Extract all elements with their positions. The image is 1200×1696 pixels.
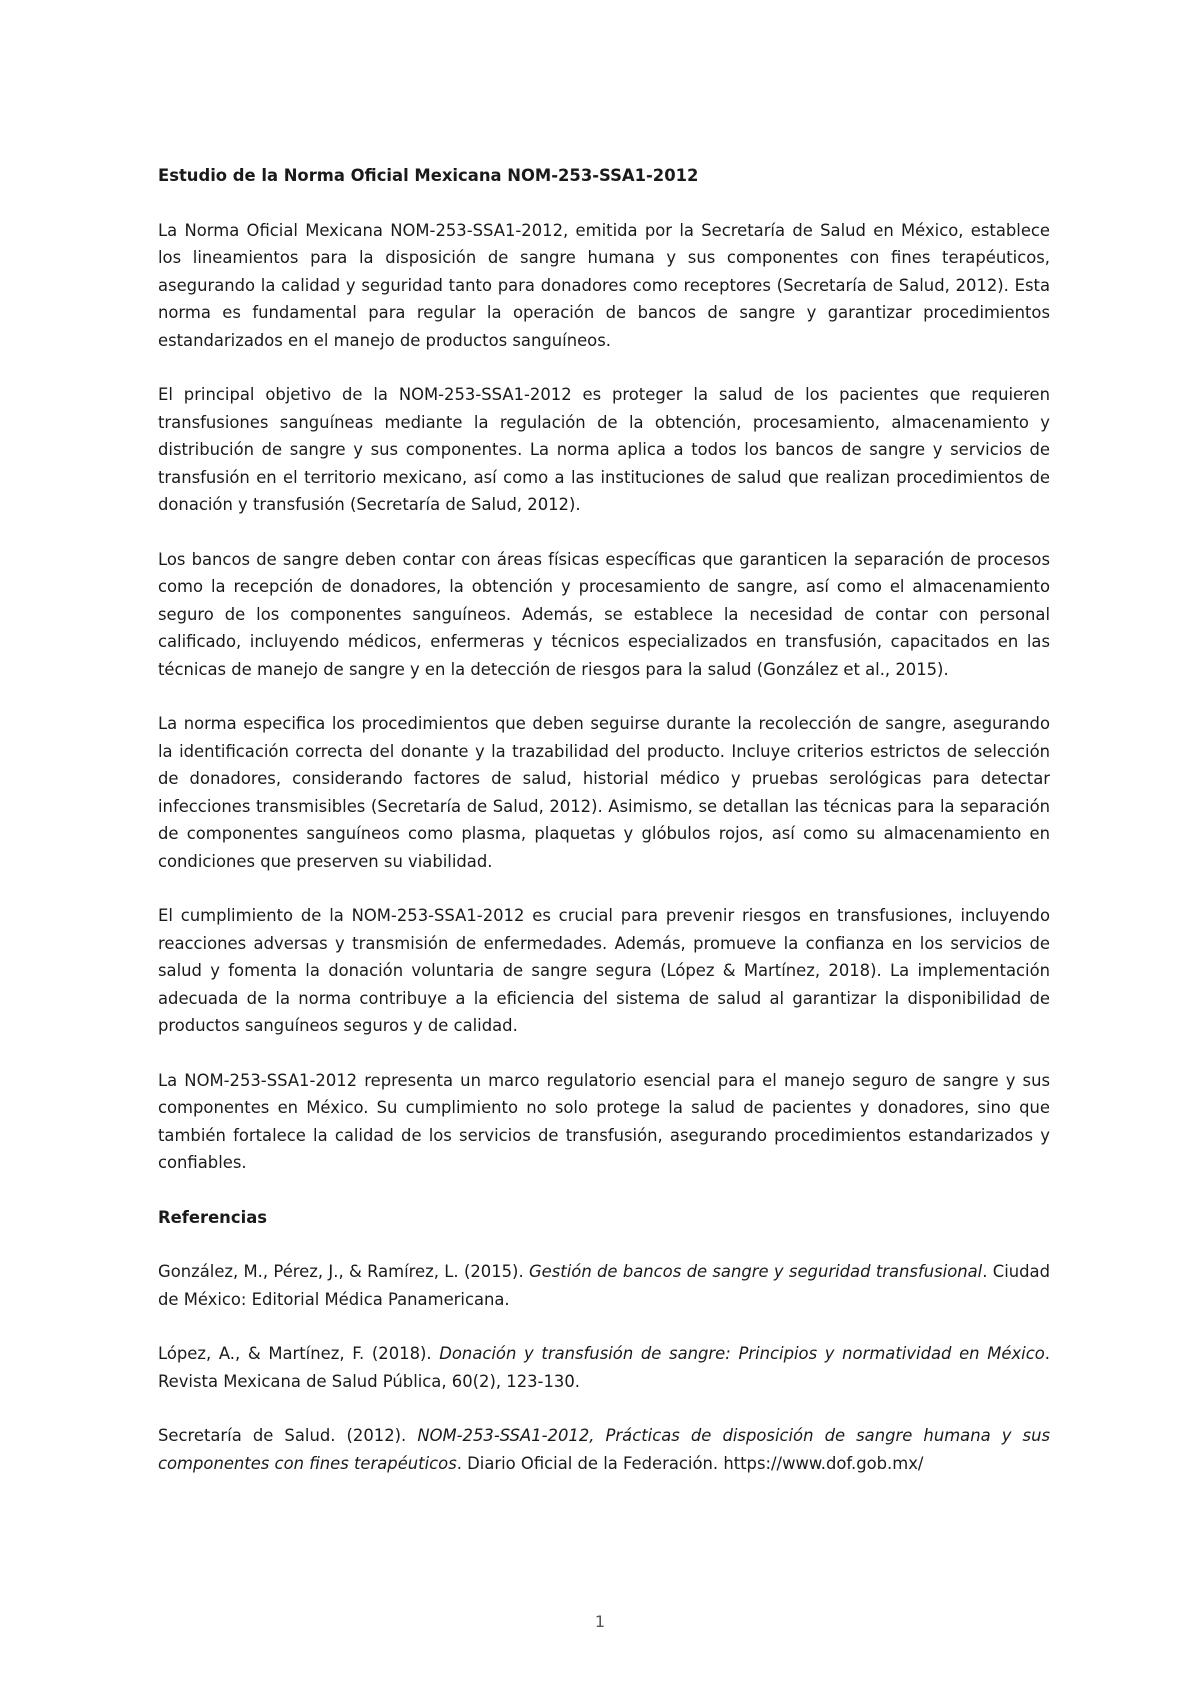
reference-authors: López, A., & Martínez, F. (2018). bbox=[158, 1344, 440, 1363]
paragraph-procedures: La norma especifica los procedimientos que deben seguirse durante la recolección de sangre, asegurando la identificación correcta del donante y la trazabilidad del producto. Incluye criterios estrictos de selección de donadores, considerando factores de salud, historial médico y pruebas serológicas para detectar infecciones transmisibles (Secretaría de Salud, 2012). Asimismo, se detallan las técnicas para la separación de componentes sanguíneos como plasma, plaquetas y glóbulos rojos, así como su almacenamiento en condiciones que preserven su viabilidad. bbox=[158, 714, 1050, 871]
reference-work-title: Gestión de bancos de sangre y seguridad transfusional bbox=[528, 1262, 983, 1281]
reference-item bbox=[158, 1258, 1050, 1313]
reference-work-title: NOM-253-SSA1-2012, Prácticas de disposición de sangre humana y sus componentes con fines terapéuticos bbox=[158, 1426, 1050, 1473]
paragraph-intro: La Norma Oficial Mexicana NOM-253-SSA1-2012, emitida por la Secretaría de Salud en México, establece los lineamientos para la disposición de sangre humana y sus componentes con fines terapéuticos, asegurando la calidad y seguridad tanto para donadores como receptores (Secretaría de Salud, 2012). Esta norma es fundamental para regular la operación de bancos de sangre y garantizar procedimientos estandarizados en el manejo de productos sanguíneos. bbox=[158, 220, 1050, 350]
reference-authors: González, M., Pérez, J., & Ramírez, L. (2015). bbox=[158, 1262, 529, 1281]
document-body bbox=[158, 162, 1050, 1504]
reference-authors: Secretaría de Salud. (2012). bbox=[158, 1426, 418, 1445]
paragraph-facilities: Los bancos de sangre deben contar con áreas físicas específicas que garanticen la separación de procesos como la recepción de donadores, la obtención y procesamiento de sangre, así como el almacenamiento seguro de los componentes sanguíneos. Además, se establece la necesidad de contar con personal calificado, incluyendo médicos, enfermeras y técnicos especializados en transfusión, capacitados en las técnicas de manejo de sangre y en la detección de riesgos para la salud (González et al., 2015). bbox=[158, 549, 1050, 679]
page-number: 1 bbox=[594, 1612, 606, 1631]
reference-item bbox=[158, 1340, 1050, 1395]
paragraph-compliance: El cumplimiento de la NOM-253-SSA1-2012 es crucial para prevenir riesgos en transfusiones, incluyendo reacciones adversas y transmisión de enfermedades. Además, promueve la confianza en los servicios de salud y fomenta la donación voluntaria de sangre segura (López & Martínez, 2018). La implementación adecuada de la norma contribuye a la eficiencia del sistema de salud al garantizar la disponibilidad de productos sanguíneos seguros y de calidad. bbox=[158, 906, 1050, 1035]
paragraph-conclusion: La NOM-253-SSA1-2012 representa un marco regulatorio esencial para el manejo seguro de sangre y sus componentes en México. Su cumplimiento no solo protege la salud de pacientes y donadores, sino que también fortalece la calidad de los servicios de transfusión, asegurando procedimientos estandarizados y confiables. bbox=[158, 1070, 1050, 1172]
document-title: Estudio de la Norma Oficial Mexicana NOM-253-SSA1-2012 bbox=[158, 166, 699, 185]
references-heading: Referencias bbox=[158, 1207, 268, 1227]
reference-item bbox=[158, 1422, 1050, 1477]
reference-publisher: . Ciudad de México: Editorial Médica Panamericana. bbox=[158, 1262, 1050, 1309]
reference-publisher: . Revista Mexicana de Salud Pública, 60(2), 123-130. bbox=[158, 1344, 1050, 1391]
reference-work-title: Donación y transfusión de sangre: Principios y normatividad en México bbox=[439, 1344, 1045, 1363]
paragraph-objective: El principal objetivo de la NOM-253-SSA1-2012 es proteger la salud de los pacientes que requieren transfusiones sanguíneas mediante la regulación de la obtención, procesamiento, almacenamiento y distribución de sangre y sus componentes. La norma aplica a todos los bancos de sangre y servicios de transfusión en el territorio mexicano, así como a las instituciones de salud que realizan procedimientos de donación y transfusión (Secretaría de Salud, 2012). bbox=[158, 385, 1050, 514]
reference-publisher: . Diario Oficial de la Federación. https://www.dof.gob.mx/ bbox=[456, 1453, 924, 1473]
